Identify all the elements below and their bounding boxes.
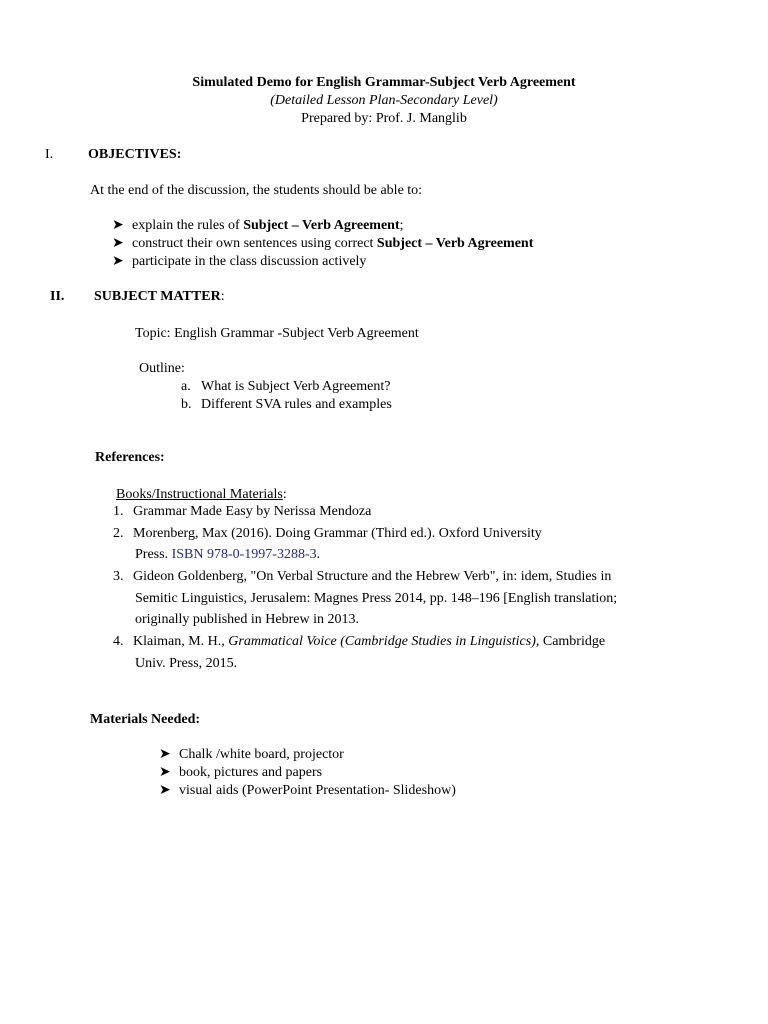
list-item: ➤ visual aids (PowerPoint Presentation- Slideshow) [159,783,456,798]
reference-item: 4. Klaiman, M. H., Grammatical Voice (Cambridge Studies in Linguistics), Cambridge [113,634,606,649]
reference-item-continuation: Univ. Press, 2015. [135,656,238,671]
list-item: ➤ Chalk /white board, projector [159,747,344,762]
prepared-by: Prepared by: Prof. J. Manglib [301,111,467,126]
list-item: ➤ participate in the class discussion actively [112,254,367,269]
list-item: ➤ explain the rules of Subject – Verb Agreement; [112,218,404,233]
reference-item: 2. Morenberg, Max (2016). Doing Grammar (Third ed.). Oxford University [113,526,542,541]
objectives-intro: At the end of the discussion, the students should be able to: [90,183,423,198]
outline-item: b. Different SVA rules and examples [181,397,392,412]
reference-item-continuation: Press. ISBN 978-0-1997-3288-3. [135,547,321,562]
arrowhead-bullet-icon: ➤ [159,783,171,798]
materials-heading: Materials Needed: [90,712,201,727]
arrowhead-bullet-icon: ➤ [159,765,171,780]
list-item: ➤ construct their own sentences using correct Subject – Verb Agreement [112,236,534,251]
reference-item: 3. Gideon Goldenberg, "On Verbal Structure and the Hebrew Verb", in: idem, Studies in [113,569,612,584]
outline-item: a. What is Subject Verb Agreement? [181,379,391,394]
arrowhead-bullet-icon: ➤ [112,236,124,251]
list-item: ➤ book, pictures and papers [159,765,323,780]
arrowhead-bullet-icon: ➤ [159,747,171,762]
isbn-link[interactable]: ISBN 978-0-1997-3288-3 [171,547,317,562]
section-numeral-objectives: I. [45,147,54,162]
document-title: Simulated Demo for English Grammar-Subject Verb Agreement [192,75,576,90]
references-heading: References: [95,450,165,465]
section-numeral-subject-matter: II. [50,289,65,304]
reference-item-continuation: Semitic Linguistics, Jerusalem: Magnes Press 2014, pp. 148–196 [English translation; [135,591,618,606]
topic-line: Topic: English Grammar -Subject Verb Agreement [135,326,419,341]
objectives-heading: OBJECTIVES: [88,147,182,162]
subject-matter-heading: SUBJECT MATTER: [94,289,225,304]
document-subtitle: (Detailed Lesson Plan-Secondary Level) [270,93,498,108]
reference-item-continuation: originally published in Hebrew in 2013. [135,612,359,627]
outline-label: Outline: [139,361,185,376]
books-label: Books/Instructional Materials: [116,487,287,502]
arrowhead-bullet-icon: ➤ [112,254,124,269]
reference-item: 1. Grammar Made Easy by Nerissa Mendoza [113,504,372,519]
arrowhead-bullet-icon: ➤ [112,218,124,233]
